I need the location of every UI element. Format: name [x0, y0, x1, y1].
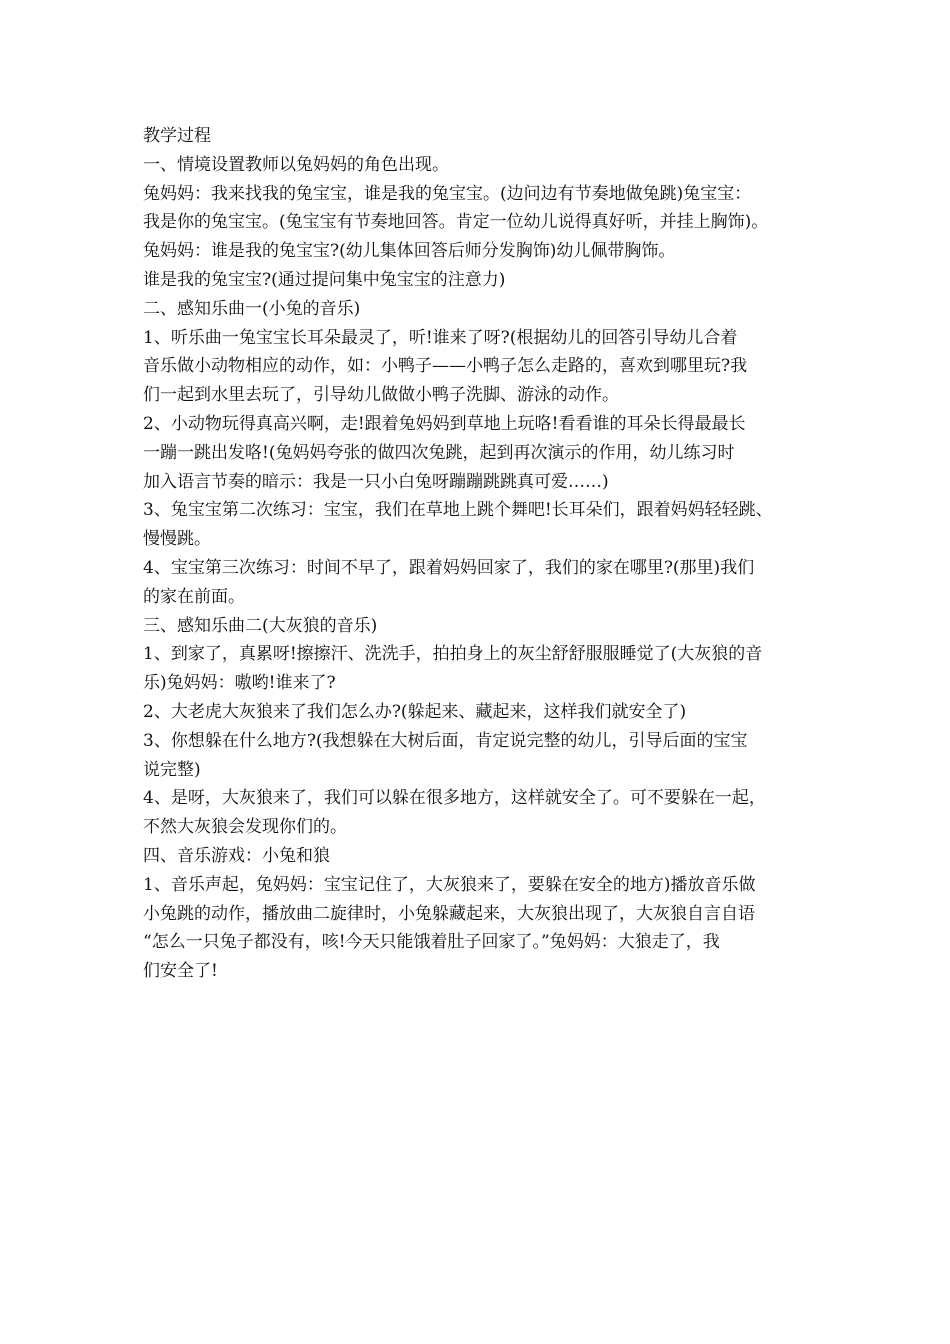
paragraph-line: 乐)兔妈妈：嗷哟!谁来了?	[143, 673, 336, 694]
paragraph-line: 我是你的兔宝宝。(兔宝宝有节奏地回答。肯定一位幼儿说得真好听，并挂上胸饰)。	[143, 212, 769, 233]
paragraph-line: 谁是我的兔宝宝?(通过提问集中兔宝宝的注意力)	[143, 269, 506, 290]
document-page	[143, 122, 823, 986]
paragraph-line: 3、你想躲在什么地方?(我想躲在大树后面，肯定说完整的幼儿，引导后面的宝宝	[143, 730, 748, 751]
paragraph-line: 不然大灰狼会发现你们的。	[143, 817, 347, 838]
paragraph-line: 小兔跳的动作，播放曲二旋律时，小兔躲藏起来，大灰狼出现了，大灰狼自言自语	[143, 903, 755, 924]
paragraph-line: 一蹦一跳出发咯!(兔妈妈夸张的做四次兔跳，起到再次演示的作用，幼儿练习时	[143, 442, 735, 463]
paragraph-line: 的家在前面。	[143, 586, 245, 607]
paragraph-line: 1、到家了，真累呀!擦擦汗、洗洗手，拍拍身上的灰尘舒舒服服睡觉了(大灰狼的音	[143, 644, 763, 665]
paragraph-line: 们安全了!	[143, 961, 218, 982]
paragraph-line: 1、音乐声起，兔妈妈：宝宝记住了，大灰狼来了，要躲在安全的地方)播放音乐做	[143, 874, 756, 895]
section-heading-2: 二、感知乐曲一(小兔的音乐)	[143, 298, 361, 319]
section-heading-3: 三、感知乐曲二(大灰狼的音乐)	[143, 615, 378, 636]
paragraph-line: 2、大老虎大灰狼来了我们怎么办?(躲起来、藏起来，这样我们就安全了)	[143, 701, 687, 722]
paragraph-line: “怎么一只兔子都没有，咳!今天只能饿着肚子回家了。”兔妈妈：大狼走了，我	[143, 932, 720, 953]
section-heading-4: 四、音乐游戏：小兔和狼	[143, 845, 330, 866]
paragraph-line: 慢慢跳。	[143, 529, 211, 550]
heading-teaching-process: 教学过程	[143, 126, 211, 146]
paragraph-line: 兔妈妈：谁是我的兔宝宝?(幼儿集体回答后师分发胸饰)幼儿佩带胸饰。	[143, 241, 676, 262]
paragraph-line: 兔妈妈：我来找我的兔宝宝，谁是我的兔宝宝。(边问边有节奏地做兔跳)兔宝宝：	[143, 183, 752, 204]
paragraph-line: 说完整)	[143, 759, 201, 780]
paragraph-line: 2、小动物玩得真高兴啊，走!跟着兔妈妈到草地上玩咯!看看谁的耳朵长得最最长	[143, 413, 746, 434]
section-heading-1: 一、情境设置教师以兔妈妈的角色出现。	[143, 154, 449, 175]
paragraph-line: 1、听乐曲一兔宝宝长耳朵最灵了，听!谁来了呀?(根据幼儿的回答引导幼儿合着	[143, 327, 738, 348]
paragraph-line: 4、是呀，大灰狼来了，我们可以躲在很多地方，这样就安全了。可不要躲在一起，	[143, 788, 766, 809]
paragraph-line: 加入语言节奏的暗示：我是一只小白兔呀蹦蹦跳跳真可爱……)	[143, 471, 609, 492]
paragraph-line: 3、兔宝宝第二次练习：宝宝，我们在草地上跳个舞吧!长耳朵们，跟着妈妈轻轻跳、	[143, 500, 773, 521]
paragraph-line: 音乐做小动物相应的动作，如：小鸭子——小鸭子怎么走路的，喜欢到哪里玩?我	[143, 356, 748, 377]
paragraph-line: 4、宝宝第三次练习：时间不早了，跟着妈妈回家了，我们的家在哪里?(那里)我们	[143, 557, 755, 578]
paragraph-line: 们一起到水里去玩了，引导幼儿做做小鸭子洗脚、游泳的动作。	[143, 385, 619, 406]
